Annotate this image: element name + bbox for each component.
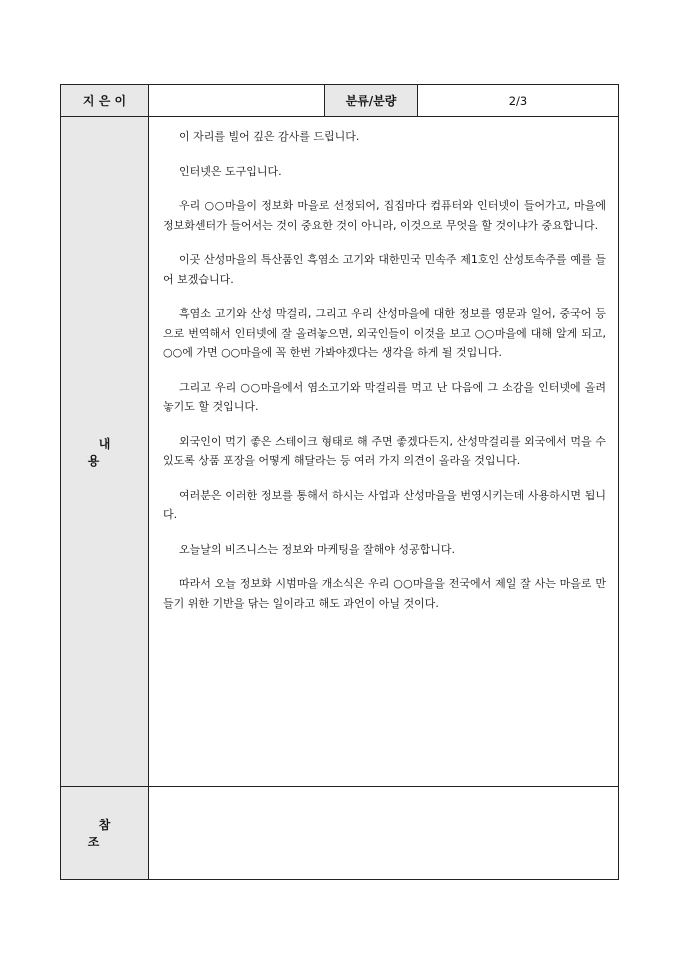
paragraph: 우리 ○○마을이 정보화 마을로 선정되어, 집집마다 컴퓨터와 인터넷이 들어가고, 마을에 정보화센터가 들어서는 것이 중요한 것이 아니라, 이것으로 무엇을 할 것이냐가 중요합니다.: [163, 199, 606, 232]
reference-label-text: 참 조: [87, 818, 133, 849]
reference-value: [149, 787, 619, 880]
content-label: [61, 117, 149, 787]
reference-row: [61, 787, 619, 880]
author-label: 지 은 이: [61, 85, 149, 117]
content-row: [61, 117, 619, 787]
paragraph: 이곳 산성마을의 특산품인 흑염소 고기와 대한민국 민속주 제1호인 산성토속주를 예를 들어 보겠습니다.: [163, 253, 606, 286]
paragraph: 따라서 오늘 정보화 시범마을 개소식은 우리 ○○마을을 전국에서 제일 잘 사는 마을로 만들기 위한 기반을 닦는 일이라고 해도 과언이 아닐 것이다.: [163, 577, 606, 610]
content-label-text: 내 용: [87, 436, 133, 468]
content-text: [149, 117, 618, 613]
category-label: 분류/분량: [325, 85, 418, 117]
paragraph: 흑염소 고기와 산성 막걸리, 그리고 우리 산성마을에 대한 정보를 영문과 일어, 중국어 등으로 번역해서 인터넷에 잘 올려놓으면, 외국인들이 이것을 보고 ○○마을에 대해 알게 되고, ○○에 가면 ○○마을에 꼭 한번 가봐야겠다는 생각을 하게 될 것입니다.: [163, 307, 606, 359]
reference-label: [61, 787, 149, 880]
paragraph: 이 자리를 빌어 깊은 감사를 드립니다.: [179, 130, 360, 143]
paragraph: 그리고 우리 ○○마을에서 염소고기와 막걸리를 먹고 난 다음에 그 소감을 인터넷에 올려놓기도 할 것입니다.: [163, 380, 606, 413]
paragraph: 외국인이 먹기 좋은 스테이크 형태로 해 주면 좋겠다든지, 산성막걸리를 외국에서 먹을 수 있도록 상품 포장을 어떻게 해달라는 등 여러 가지 의견이 올라올 것입니다.: [163, 434, 606, 467]
paragraph: 여러분은 이러한 정보를 통해서 하시는 사업과 산성마을을 번영시키는데 사용하시면 됩니다.: [163, 488, 606, 521]
paragraph: 오늘날의 비즈니스는 정보와 마케팅을 잘해야 성공합니다.: [179, 542, 456, 556]
author-value: [149, 85, 325, 117]
paragraph: 인터넷은 도구입니다.: [179, 164, 282, 178]
content-body: [149, 117, 619, 787]
header-row: [61, 85, 619, 117]
category-value: 2/3: [418, 85, 619, 117]
document-form-table: [60, 84, 619, 880]
